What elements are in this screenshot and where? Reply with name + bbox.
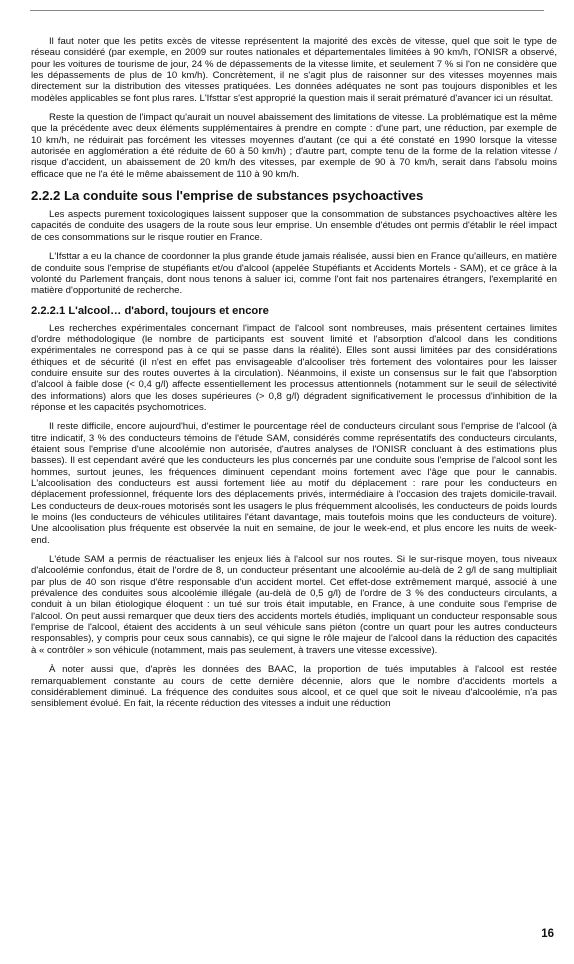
subsection-heading: 2.2.2.1 L'alcool… d'abord, toujours et encore [31, 304, 269, 317]
page-body [31, 36, 557, 718]
section-heading: 2.2.2 La conduite sous l'emprise de substances psychoactives [31, 188, 424, 204]
paragraph: Il faut noter que les petits excès de vitesse représentent la majorité des excès de vitesse, quel que soit le type de réseau considéré (par exemple, en 2009 sur routes nationales et départementales limitées à 90 km/h, l'ONISR a observé, pour les voitures de tourisme de jour, 24 % de dépassements de la vitesse limite, et seulement 7 % si l'on ne considère que les dépassements de plus de 10 km/h). Concrètement, il ne s'agit plus de raisonner sur des vitesses moyennes mais directement sur la distribution des vitesses pratiquées. Les données adéquates ne sont pas toujours disponibles et les modèles applicables se font plus rares. L'Ifsttar s'est approprié la question mais il serait prématuré d'avancer ici un résultat. [31, 36, 557, 104]
paragraph: Il reste difficile, encore aujourd'hui, d'estimer le pourcentage réel de conducteurs circulant sous l'emprise de l'alcool (à titre indicatif, 3 % des conducteurs témoins de l'étude SAM, considérés comme représentatifs des conducteurs circulants, étaient sous l'emprise d'une alcoolémie non autorisée, d'autres analyses de l'ONISR concluant à des estimations plus basses). Il est cependant avéré que les conducteurs les plus concernés par une conduite sous l'emprise de l'alcool sont les hommes, surtout jeunes, les fréquences diminuent cependant moins fortement avec l'âge que pour le cannabis. L'alcoolisation des conducteurs est aussi fortement liée au motif du déplacement : rare pour les conducteurs en déplacement professionnel, fréquente lors des déplacements privés, intermédiaire à l'occasion des trajets domicile-travail. Les conducteurs de deux-roues motorisés sont les usagers le plus fréquemment alcoolisés, les conducteurs de poids lourds le moins (les conducteurs de véhicules utilitaires l'étant davantage, mais toutefois moins que les conducteurs de voiture). Une alcoolisation plus fréquente est observée la nuit en semaine, de jour le week-end, et plus encore les nuits de week-end. [31, 421, 557, 546]
paragraph: Les aspects purement toxicologiques laissent supposer que la consommation de substances psychoactives altère les capacités de conduite des usagers de la route sous leur emprise. Un ensemble d'études ont permis d'établir le réel impact de ces consommations sur le risque routier en France. [31, 209, 557, 243]
page-number: 16 [541, 928, 554, 940]
top-rule [30, 10, 544, 11]
paragraph: L'Ifsttar a eu la chance de coordonner la plus grande étude jamais réalisée, aussi bien en France qu'ailleurs, en matière de conduite sous l'emprise de stupéfiants et/ou d'alcool (appelée Stupéfiants et Accidents Mortels - SAM), et ce grâce à la volonté du Parlement français, dont nous tenons à saluer ici, comme l'ont fait nos partenaires étrangers, l'exemplarité en matière d'opportunité de recherche. [31, 251, 557, 297]
paragraph: L'étude SAM a permis de réactualiser les enjeux liés à l'alcool sur nos routes. Si le sur-risque moyen, tous niveaux d'alcoolémie confondus, était de l'ordre de 8, un conducteur présentant une alcoolémie au-delà de 2 g/l de sang multipliait par plus de 40 son risque d'être responsable d'un accident mortel. Cet effet-dose extrêmement marqué, associé à une prévalence des conduites sous alcoolémie illégale (au-delà de 0,5 g/l) de l'ordre de 3 % des conducteurs circulants, a conduit à un bilan étiologique éloquent : un tué sur trois était imputable, en France, à une conduite sous l'emprise de l'alcool. On peut aussi remarquer que deux tiers des accidents mortels étudiés, impliquant un conducteur responsable sous l'emprise de l'alcool, étaient des accidents à un seul véhicule sans piéton (contre un quart pour les autres conducteurs responsables), y compris pour ceux sous cannabis), ce qui signe le rôle majeur de l'alcool dans la réduction des capacités à « contrôler » son véhicule (notamment, mais pas seulement, à travers une vitesse excessive). [31, 554, 557, 656]
paragraph: À noter aussi que, d'après les données des BAAC, la proportion de tués imputables à l'alcool est restée remarquablement constante au cours de cette dernière décennie, alors que le nombre d'accidents mortels a considérablement diminué. La fréquence des conduites sous alcool, et ce quel que soit le niveau d'alcoolémie, n'a pas sensiblement évolué. En fait, la récente réduction des vitesses a induit une réduction [31, 664, 557, 710]
paragraph: Les recherches expérimentales concernant l'impact de l'alcool sont nombreuses, mais présentent certaines limites d'ordre méthodologique (le nombre de participants est souvent limité et l'absorption d'alcool dans les conditions expérimentales ne correspond pas à ce qui se passe dans la réalité). Elles sont aussi limitées par des considérations éthiques et de sécurité (il n'est en effet pas envisageable d'alcooliser très fortement des volontaires pour les laisser conduire ensuite sur des routes ouvertes à la circulation). Néanmoins, il existe un consensus sur le fait que l'absorption d'alcool à faible dose (< 0,4 g/l) affecte essentiellement les processus attentionnels (notamment sur le seuil de sélectivité des informations) alors que les doses supérieures (> 0,8 g/l) dégradent significativement le processus d'inhibition de la réponse et les capacités psychomotrices. [31, 322, 557, 413]
paragraph: Reste la question de l'impact qu'aurait un nouvel abaissement des limitations de vitesse. La problématique est la même que la précédente avec deux éléments supplémentaires à prendre en compte : d'une part, une réduction, par exemple de 10 km/h, ne réduirait pas forcément les vitesses moyennes d'autant (ce qui a été constaté en 1990 lorsque la vitesse autorisée en agglomération a été réduite de 60 à 50 km/h) ; d'autre part, compte tenu de la forme de la relation vitesse / risque d'accident, un abaissement de 20 km/h des vitesses, par exemple de 90 à 70 km/h, serait dans l'absolu moins efficace que ne l'a été le même abaissement de 110 à 90 km/h. [31, 112, 557, 180]
